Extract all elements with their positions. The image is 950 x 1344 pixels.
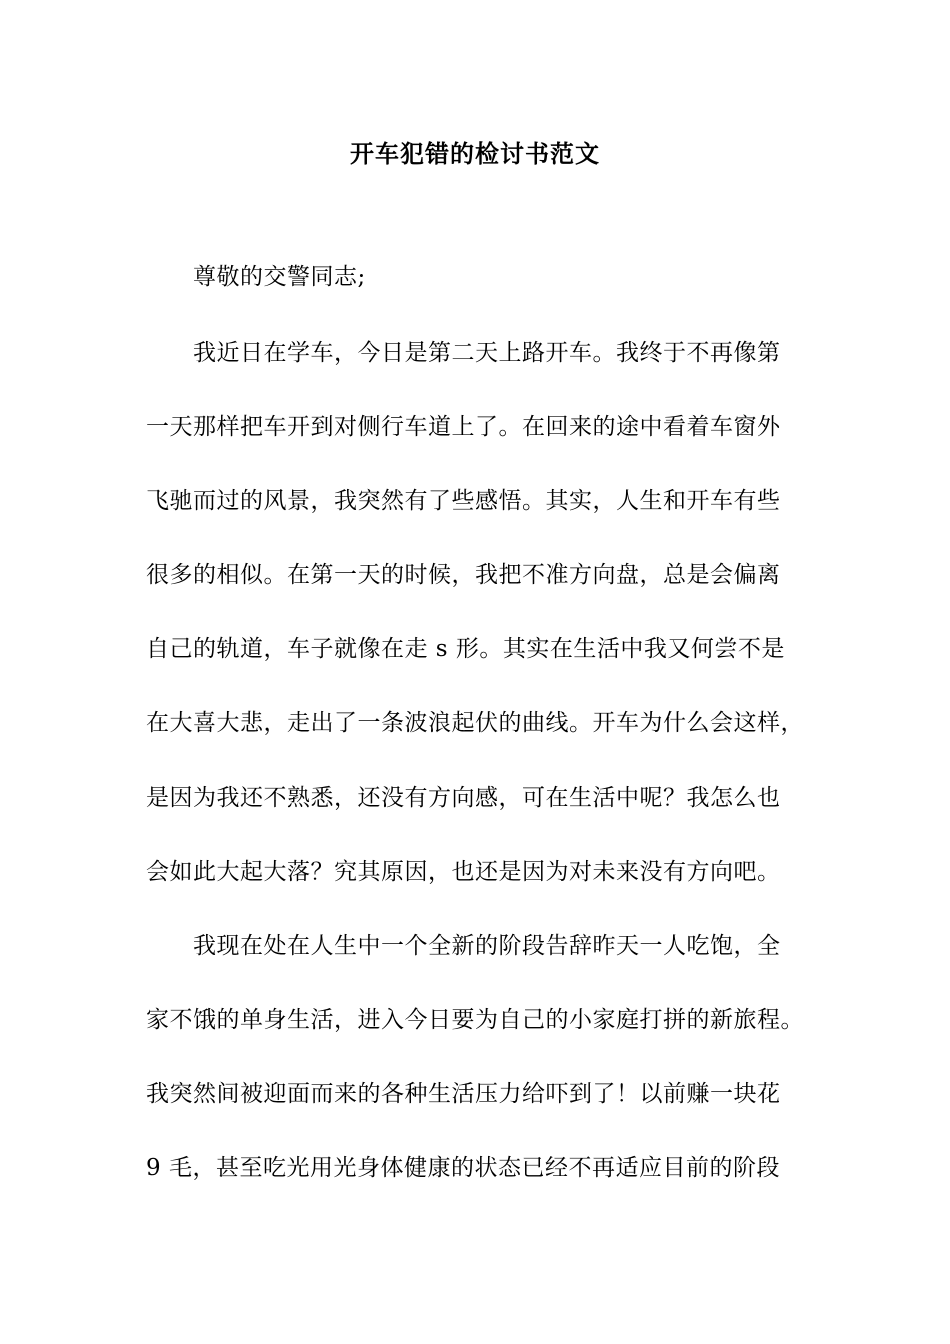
document-title: 开车犯错的检讨书范文 <box>350 139 600 168</box>
body-line: 是因为我还不熟悉，还没有方向感，可在生活中呢？我怎么也 <box>146 785 781 811</box>
body-line: 一天那样把车开到对侧行车道上了。在回来的途中看着车窗外 <box>146 414 781 440</box>
body-line: 会如此大起大落？究其原因，也还是因为对未来没有方向吧。 <box>146 859 781 885</box>
body-line: 在大喜大悲，走出了一条波浪起伏的曲线。开车为什么会这样， <box>146 710 804 736</box>
body-line: 飞驰而过的风景，我突然有了些感悟。其实，人生和开车有些 <box>146 488 781 514</box>
body-line: 9 毛，甚至吃光用光身体健康的状态已经不再适应目前的阶段 <box>146 1155 780 1181</box>
body-line: 自己的轨道，车子就像在走 s 形。其实在生活中我又何尝不是 <box>146 636 785 662</box>
body-line: 很多的相似。在第一天的时候，我把不准方向盘，总是会偏离 <box>146 562 781 588</box>
body-line: 家不饿的单身生活，进入今日要为自己的小家庭打拼的新旅程。 <box>146 1007 804 1033</box>
body-line: 我近日在学车，今日是第二天上路开车。我终于不再像第 <box>193 340 781 366</box>
body-line: 我现在处在人生中一个全新的阶段告辞昨天一人吃饱，全 <box>193 933 781 959</box>
salutation-line: 尊敬的交警同志; <box>193 264 366 290</box>
body-line: 我突然间被迎面而来的各种生活压力给吓到了！以前赚一块花 <box>146 1081 781 1107</box>
